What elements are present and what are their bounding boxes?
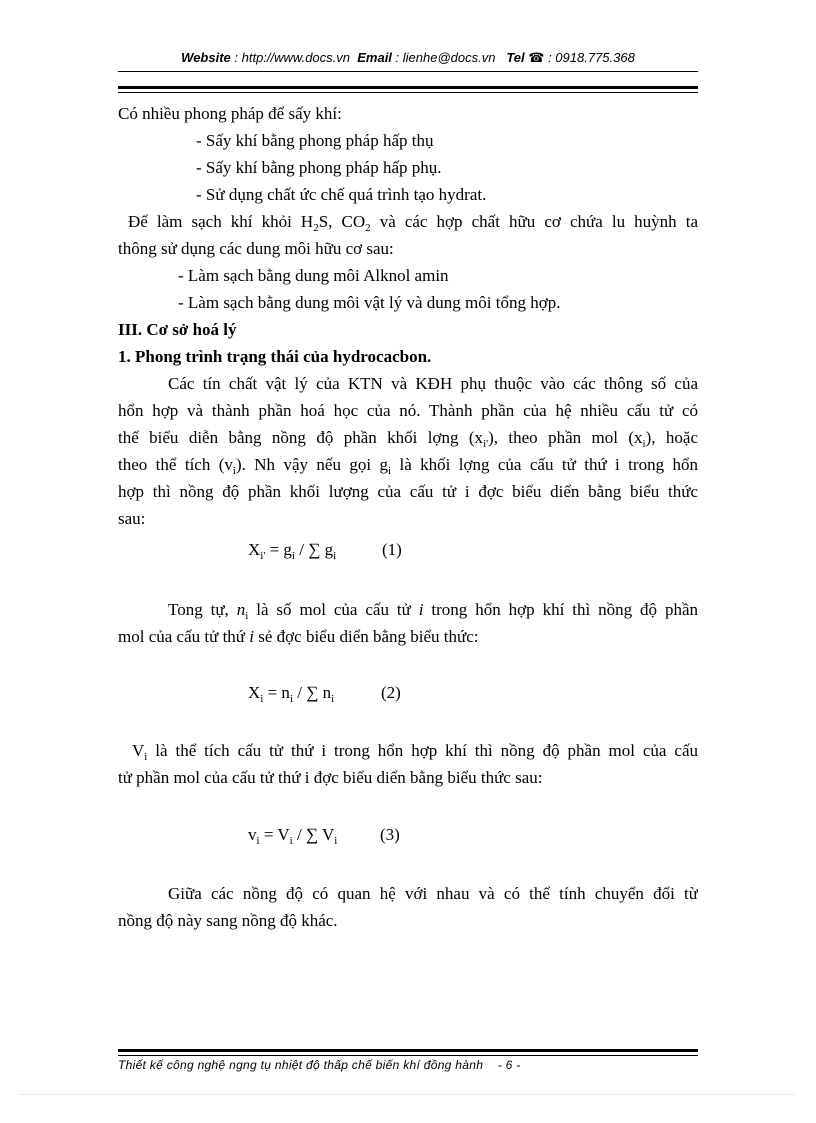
section-heading: III. Cơ sở hoá lý bbox=[118, 320, 237, 339]
paragraph-line: Tong tự, $n_i$ là số mol của cấu tử i trong hổn hợp khí thì nồng độ phần bbox=[168, 600, 698, 622]
paragraph-line: theo thể tích $(v_i)$. Nh vậy nếu gọi $g_i$ là khối lợng của cấu tử thứ i trong hổn bbox=[118, 455, 698, 477]
tel-value: : 0918.775.368 bbox=[548, 50, 635, 65]
list-item: - Làm sạch bằng dung môi vật lý và dung môi tổng hợp. bbox=[178, 293, 561, 312]
subsection-heading: 1. Phong trình trạng thái của hydrocacbon. bbox=[118, 347, 432, 366]
header-rule-thin bbox=[118, 71, 698, 72]
website-value[interactable]: : http://www.docs.vn bbox=[234, 50, 350, 65]
phone-icon: ☎ bbox=[528, 50, 545, 65]
equation-3-number: (3) bbox=[380, 825, 400, 844]
paragraph-line: nồng độ này sang nồng độ khác. bbox=[118, 911, 338, 930]
paragraph-line: $V_i$ là thể tích cấu tử thứ i trong hổn hợp khí thì nồng độ phần mol của cấu bbox=[132, 741, 698, 763]
footer-rule-thin bbox=[118, 1055, 698, 1056]
page-header bbox=[0, 50, 816, 66]
equation-1-number: (1) bbox=[382, 540, 402, 559]
paragraph-line: tử phần mol của cấu tử thứ i đợc biểu diển bằng biểu thức sau: bbox=[118, 768, 543, 787]
header-rule-thin-2 bbox=[118, 92, 698, 93]
paragraph-line: Giữa các nồng độ có quan hệ với nhau và có thể tính chuyển đổi từ bbox=[168, 884, 698, 903]
list-item: - Làm sạch bằng dung môi Alknol amin bbox=[178, 266, 449, 285]
paragraph-line: mol của cấu tử thứ i sẻ đợc biểu diển bằng biểu thức: bbox=[118, 627, 479, 646]
page-footer bbox=[118, 1058, 521, 1072]
equation-2-number: (2) bbox=[381, 683, 401, 702]
tel-label: Tel bbox=[506, 50, 525, 65]
list-item: - Sấy khí bằng phong pháp hấp thụ bbox=[196, 131, 434, 150]
list-item: - Sử dụng chất ức chế quá trình tạo hydrat. bbox=[196, 185, 487, 204]
email-value[interactable]: : lienhe@docs.vn bbox=[395, 50, 496, 65]
paragraph-line: sau: bbox=[118, 509, 146, 528]
paragraph-line: hợp thì nồng độ phần khối lượng của cấu tử i đợc biểu diển bằng biểu thức bbox=[118, 482, 698, 501]
paragraph-cleaning-line-1: Để làm sạch khí khỏi $H_2S$, $CO_2$ và các hợp chất hữu cơ chứa lu huỳnh ta bbox=[128, 212, 698, 234]
paragraph-line: Các tín chất vật lý của KTN và KĐH phụ thuộc vào các thông số của bbox=[168, 374, 698, 393]
equation-3: $v_i = V_i$ / ∑ $V_i$ bbox=[248, 825, 338, 847]
list-item: - Sấy khí bằng phong pháp hấp phụ. bbox=[196, 158, 442, 177]
website-label: Website bbox=[181, 50, 231, 65]
footer-rule-thick bbox=[118, 1049, 698, 1052]
equation-1: $X_{i'} = g_i$ / ∑ $g_i$ bbox=[248, 540, 337, 562]
footer-title: Thiết kế công nghệ ngng tụ nhiệt độ thấp chế biến khí đồng hành bbox=[118, 1058, 484, 1072]
paragraph-line: hổn hợp và thành phần hoá học của nó. Thành phần của hệ nhiều cấu tử có bbox=[118, 401, 698, 420]
paragraph-cleaning-line-2: thông sử dụng các dung môi hữu cơ sau: bbox=[118, 239, 394, 258]
page-number: - 6 - bbox=[497, 1058, 521, 1072]
email-label: Email bbox=[357, 50, 392, 65]
equation-2: $X_i = n_i$ / ∑ $n_i$ bbox=[248, 683, 335, 705]
paragraph-drying-intro: Có nhiều phong pháp để sấy khí: bbox=[118, 104, 342, 123]
paragraph-line: thể biểu diễn bằng nồng độ phần khối lợng $(x_{i'})$, theo phần mol $(x_i)$, hoặc bbox=[118, 428, 698, 450]
bottom-dotted-border bbox=[20, 1094, 796, 1095]
header-rule-thick bbox=[118, 86, 698, 89]
